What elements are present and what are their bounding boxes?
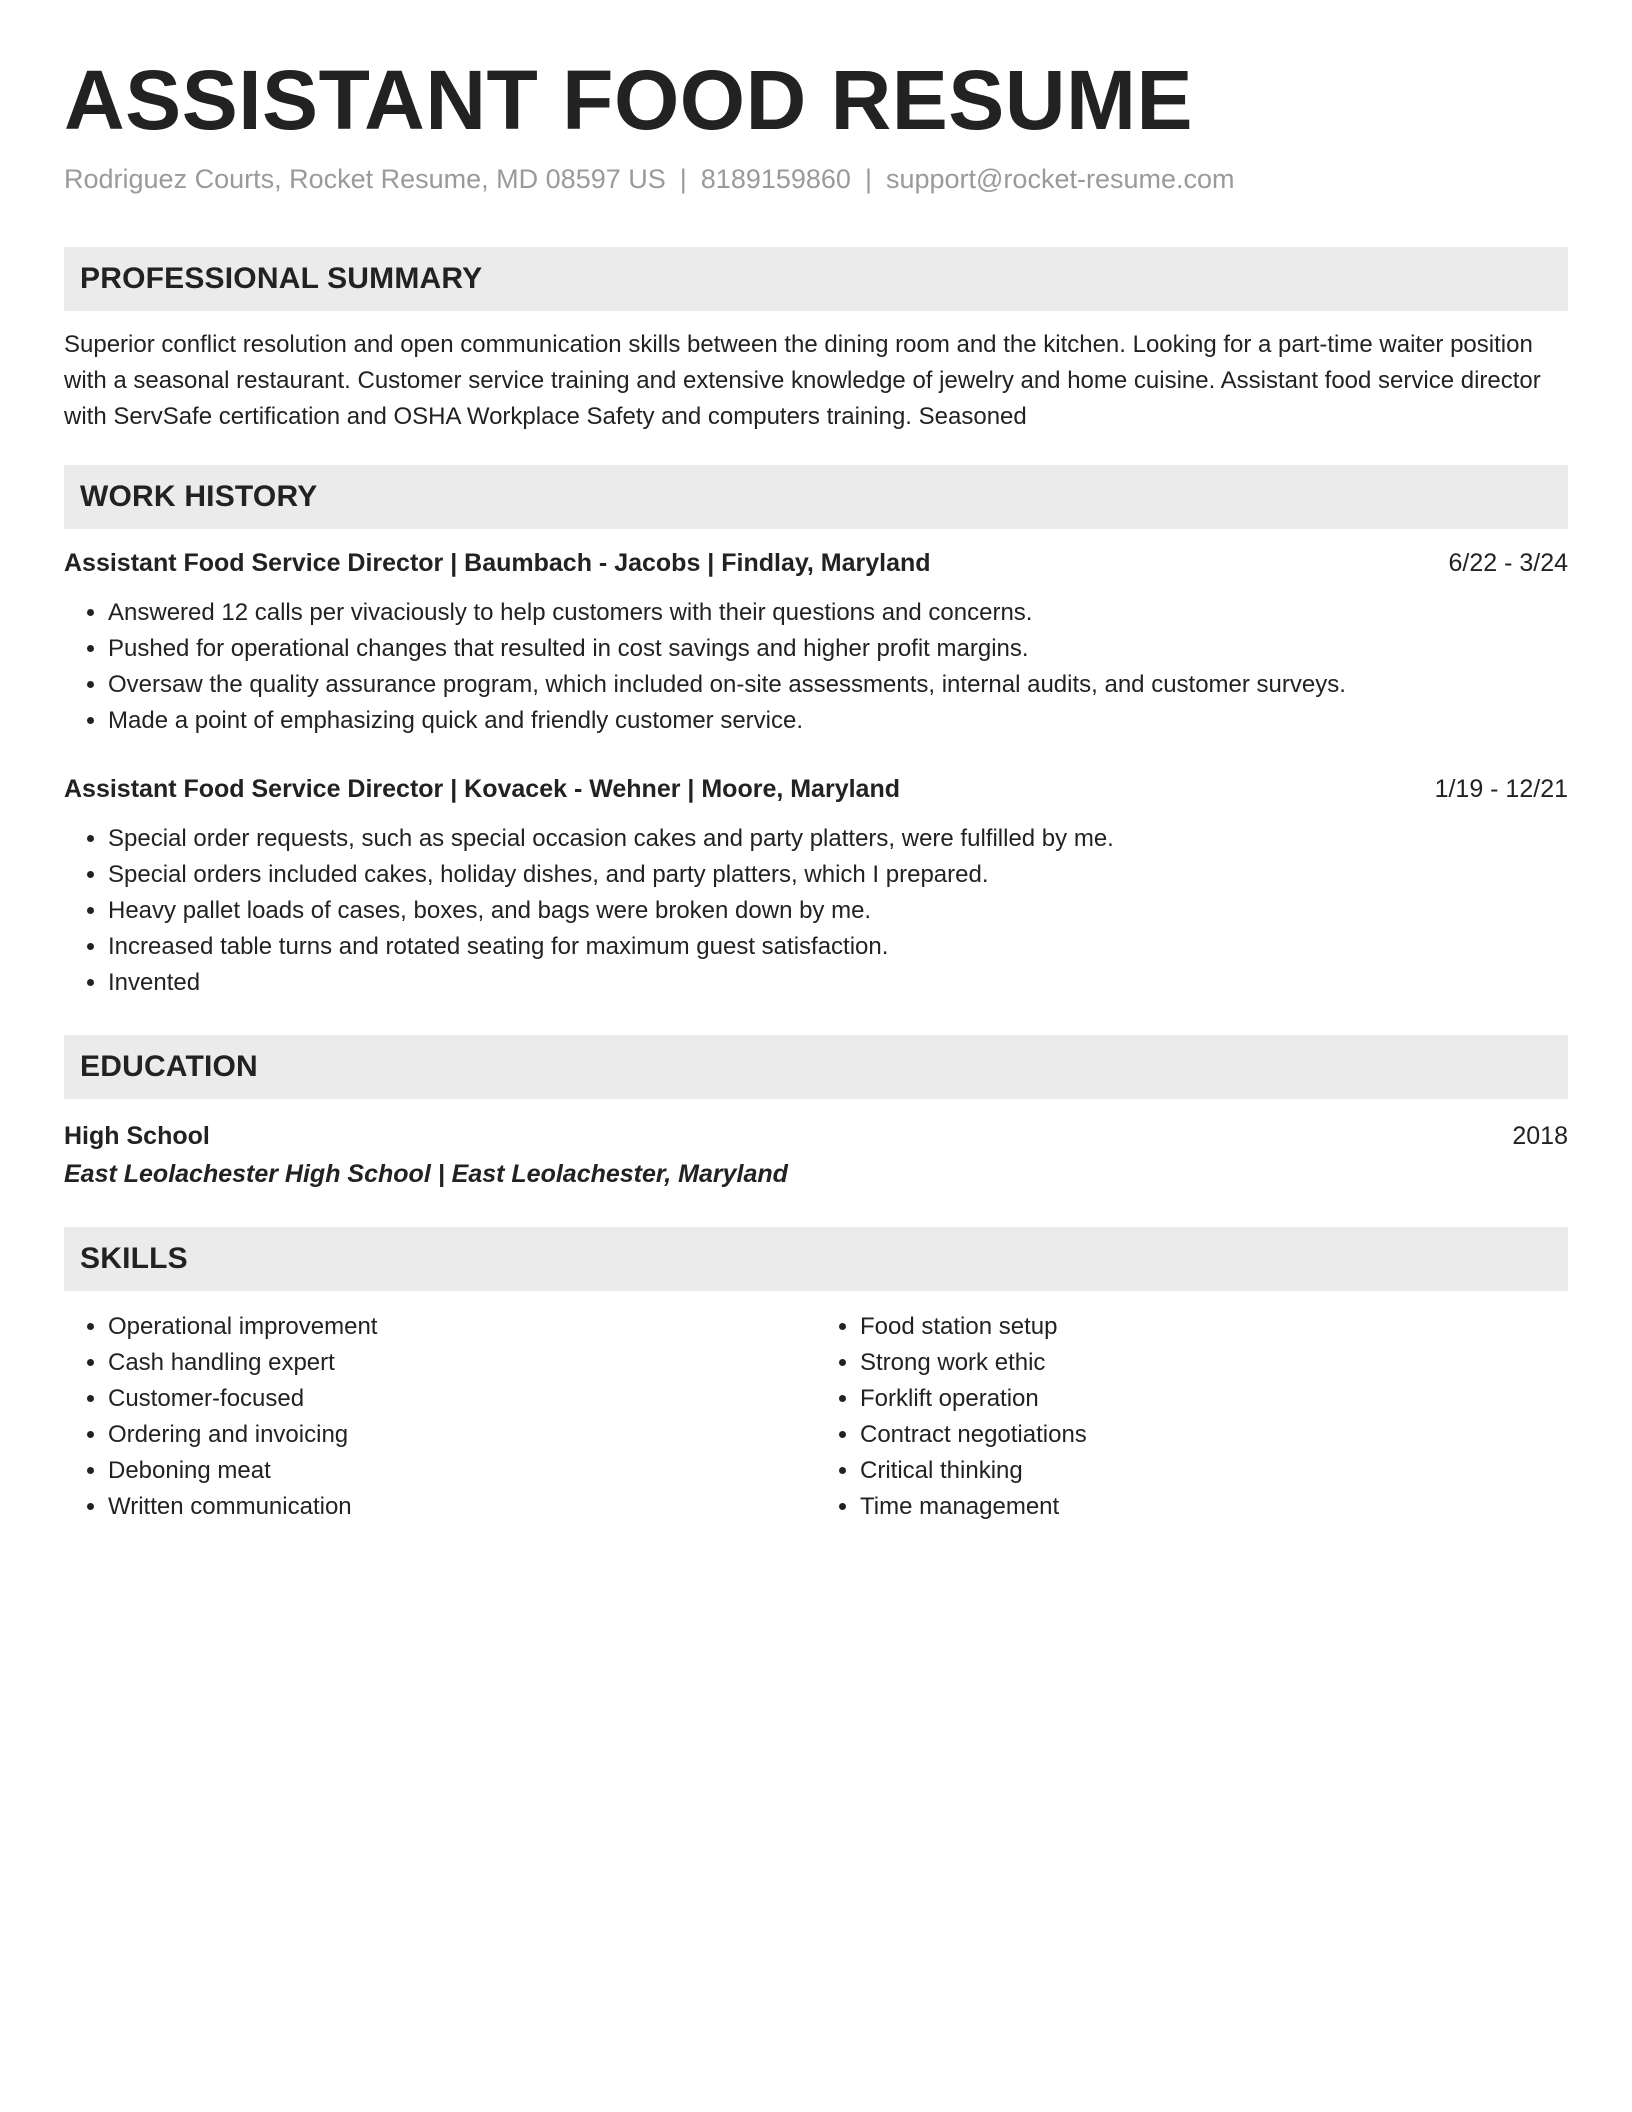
summary-section (64, 247, 1568, 435)
resume-name: ASSISTANT FOOD RESUME (64, 53, 1193, 147)
education-year: 2018 (1512, 1122, 1568, 1151)
contact-separator: | (679, 164, 687, 195)
skill-item: • Contract negotiations (860, 1417, 1568, 1453)
job-bullets (64, 595, 1568, 739)
education-degree: High School (64, 1122, 210, 1151)
skills-column-right (816, 1309, 1568, 1525)
skill-item: • Forklift operation (860, 1381, 1568, 1417)
job-bullet: • Heavy pallet loads of cases, boxes, and bags were broken down by me. (108, 893, 1568, 929)
work-title: WORK HISTORY (80, 480, 318, 514)
education-school: East Leolachester High School | East Leolachester, Maryland (64, 1160, 788, 1189)
skill-item: • Strong work ethic (860, 1345, 1568, 1381)
skill-item: • Critical thinking (860, 1453, 1568, 1489)
skill-item: • Cash handling expert (108, 1345, 816, 1381)
skill-item: • Deboning meat (108, 1453, 816, 1489)
skills-body (64, 1291, 1568, 1525)
contact-line (64, 162, 1568, 197)
job-entry (64, 545, 1568, 739)
job-bullet: • Answered 12 calls per vivaciously to help customers with their questions and concerns. (108, 595, 1568, 631)
skills-list (64, 1309, 816, 1525)
skill-item: • Time management (860, 1489, 1568, 1525)
contact-phone: 8189159860 (700, 164, 851, 195)
skills-grid (64, 1309, 1568, 1525)
skill-item: • Customer-focused (108, 1381, 816, 1417)
work-section (64, 465, 1568, 1001)
skill-item: • Operational improvement (108, 1309, 816, 1345)
job-heading: Assistant Food Service Director | Baumbach - Jacobs | Findlay, Maryland (64, 549, 931, 578)
summary-title: PROFESSIONAL SUMMARY (80, 262, 483, 296)
job-bullet: • Pushed for operational changes that resulted in cost savings and higher profit margins. (108, 631, 1568, 667)
contact-separator: | (864, 164, 872, 195)
job-dates: 6/22 - 3/24 (1448, 549, 1568, 578)
skills-section (64, 1227, 1568, 1525)
skills-list (816, 1309, 1568, 1525)
contact-address: Rodriguez Courts, Rocket Resume, MD 08597 US (64, 164, 666, 195)
education-header (64, 1035, 1568, 1099)
job-bullets (64, 821, 1568, 1001)
education-body (64, 1099, 1568, 1193)
education-title: EDUCATION (80, 1050, 258, 1084)
job-bullet: • Invented (108, 965, 1568, 1001)
skill-item: • Food station setup (860, 1309, 1568, 1345)
job-heading: Assistant Food Service Director | Kovacek - Wehner | Moore, Maryland (64, 775, 900, 804)
work-header (64, 465, 1568, 529)
education-section (64, 1035, 1568, 1193)
contact-email: support@rocket-resume.com (885, 164, 1235, 195)
skills-header (64, 1227, 1568, 1291)
job-bullet: • Oversaw the quality assurance program, which included on-site assessments, internal audits, and customer surveys. (108, 667, 1568, 703)
job-heading-row (64, 771, 1568, 807)
job-bullet: • Special order requests, such as special occasion cakes and party platters, were fulfilled by me. (108, 821, 1568, 857)
education-heading-row (64, 1117, 1568, 1155)
job-heading-row (64, 545, 1568, 581)
summary-text: Superior conflict resolution and open communication skills between the dining room and the kitchen. Looking for a part-time waiter position with a seasonal restaurant. Customer service training and extensive knowledge of jewelry and home cuisine. Assistant food service director with ServSafe certification and OSHA Workplace Safety and computers training. Seasoned (64, 331, 1541, 431)
job-entry (64, 771, 1568, 1001)
job-dates: 1/19 - 12/21 (1434, 775, 1568, 804)
skills-column-left (64, 1309, 816, 1525)
skill-item: • Written communication (108, 1489, 816, 1525)
skills-title: SKILLS (80, 1242, 188, 1276)
work-body (64, 529, 1568, 1001)
job-bullet: • Increased table turns and rotated seating for maximum guest satisfaction. (108, 929, 1568, 965)
skill-item: • Ordering and invoicing (108, 1417, 816, 1453)
summary-header (64, 247, 1568, 311)
job-bullet: • Special orders included cakes, holiday dishes, and party platters, which I prepared. (108, 857, 1568, 893)
summary-body (64, 311, 1568, 435)
job-bullet: • Made a point of emphasizing quick and friendly customer service. (108, 703, 1568, 739)
